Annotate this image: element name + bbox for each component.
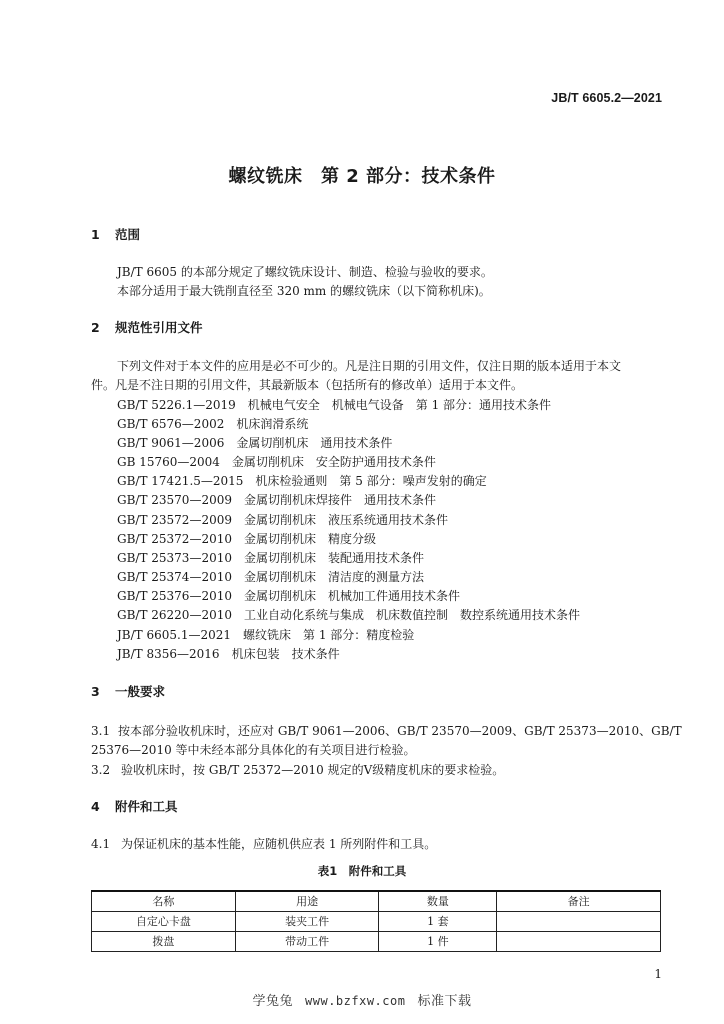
reference-item: GB/T 9061—2006 金属切削机床 通用技术条件 [117, 436, 393, 450]
column-header: 用途 [235, 891, 379, 912]
section-title: 附件和工具 [115, 799, 178, 814]
reference-item: GB/T 25376—2010 金属切削机床 机械加工件通用技术条件 [117, 589, 460, 603]
table-header-row [92, 891, 661, 912]
section-number: 1 [91, 227, 100, 242]
standard-code: JB/T 6605.2—2021 [551, 91, 662, 105]
reference-item: GB/T 23570—2009 金属切削机床焊接件 通用技术条件 [117, 493, 436, 507]
section-title: 规范性引用文件 [115, 320, 203, 335]
clause-text: 按本部分验收机床时，还应对 GB/T 9061—2006、GB/T 23570—2009、GB/T 25373—2010、GB/T [118, 724, 682, 738]
reference-item: JB/T 6605.1—2021 螺纹铣床 第 1 部分：精度检验 [117, 628, 415, 642]
section-1-heading [91, 229, 140, 242]
reference-item: GB/T 25372—2010 金属切削机床 精度分级 [117, 532, 376, 546]
clause-text: 为保证机床的基本性能，应随机供应表 1 所列附件和工具。 [121, 837, 437, 851]
table-cell: 1 套 [379, 912, 497, 932]
reference-item: GB/T 26220—2010 工业自动化系统与集成 机床数值控制 数控系统通用技术条件 [117, 608, 580, 622]
watermark-footer [0, 995, 724, 1008]
clause-text: 验收机床时，按 GB/T 25372—2010 规定的Ⅴ级精度机床的要求检验。 [121, 763, 505, 777]
footer-url[interactable]: www.bzfxw.com [305, 994, 406, 1008]
table-cell [497, 912, 661, 932]
table-row [92, 932, 661, 952]
paragraph: 件。凡是不注日期的引用文件，其最新版本（包括所有的修改单）适用于本文件。 [91, 378, 524, 392]
paragraph: 下列文件对于本文件的应用是必不可少的。凡是注日期的引用文件，仅注日期的版本适用于本文 [117, 359, 622, 373]
footer-tagline: 标准下载 [417, 994, 472, 1009]
table-row [92, 912, 661, 932]
reference-item: JB/T 8356—2016 机床包装 技术条件 [117, 647, 340, 661]
reference-item: GB/T 5226.1—2019 机械电气安全 机械电气设备 第 1 部分：通用技术条件 [117, 398, 552, 412]
page-number: 1 [654, 967, 662, 981]
clause-number: 4.1 [91, 837, 111, 851]
paragraph: JB/T 6605 的本部分规定了螺纹铣床设计、制造、检验与验收的要求。 [117, 265, 493, 279]
document-title: 螺纹铣床 第 2 部分：技术条件 [228, 166, 496, 187]
reference-item: GB/T 25374—2010 金属切削机床 清洁度的测量方法 [117, 570, 424, 584]
clause-4-1 [91, 838, 436, 850]
section-title: 一般要求 [115, 684, 166, 699]
column-header: 名称 [92, 891, 236, 912]
footer-brand: 学兔兔 [252, 994, 294, 1009]
column-header: 数量 [379, 891, 497, 912]
section-number: 2 [91, 320, 100, 335]
section-title: 范围 [115, 227, 141, 242]
reference-item: GB/T 23572—2009 金属切削机床 液压系统通用技术条件 [117, 513, 448, 527]
paragraph: 本部分适用于最大铣削直径至 320 mm 的螺纹铣床（以下简称机床)。 [117, 284, 491, 298]
clause-number: 3.1 [91, 724, 111, 738]
section-3-heading [91, 686, 165, 699]
section-2-heading [91, 322, 203, 335]
table-cell [497, 932, 661, 952]
column-header: 备注 [497, 891, 661, 912]
section-4-heading [91, 801, 178, 814]
table-cell: 装夹工件 [235, 912, 379, 932]
section-number: 4 [91, 799, 100, 814]
table-title: 表1 附件和工具 [317, 864, 407, 878]
reference-item: GB/T 17421.5—2015 机床检验通则 第 5 部分：噪声发射的确定 [117, 474, 487, 488]
clause-3-2 [91, 764, 504, 776]
table-cell: 拨盘 [92, 932, 236, 952]
reference-item: GB 15760—2004 金属切削机床 安全防护通用技术条件 [117, 455, 436, 469]
section-number: 3 [91, 684, 100, 699]
reference-item: GB/T 25373—2010 金属切削机床 装配通用技术条件 [117, 551, 424, 565]
clause-continuation: 25376—2010 等中未经本部分具体化的有关项目进行检验。 [91, 743, 416, 757]
table-cell: 带动工件 [235, 932, 379, 952]
clause-3-1 [91, 725, 682, 737]
clause-number: 3.2 [91, 763, 111, 777]
accessories-table [91, 890, 661, 952]
reference-item: GB/T 6576—2002 机床润滑系统 [117, 417, 309, 431]
table-cell: 1 件 [379, 932, 497, 952]
table-cell: 自定心卡盘 [92, 912, 236, 932]
